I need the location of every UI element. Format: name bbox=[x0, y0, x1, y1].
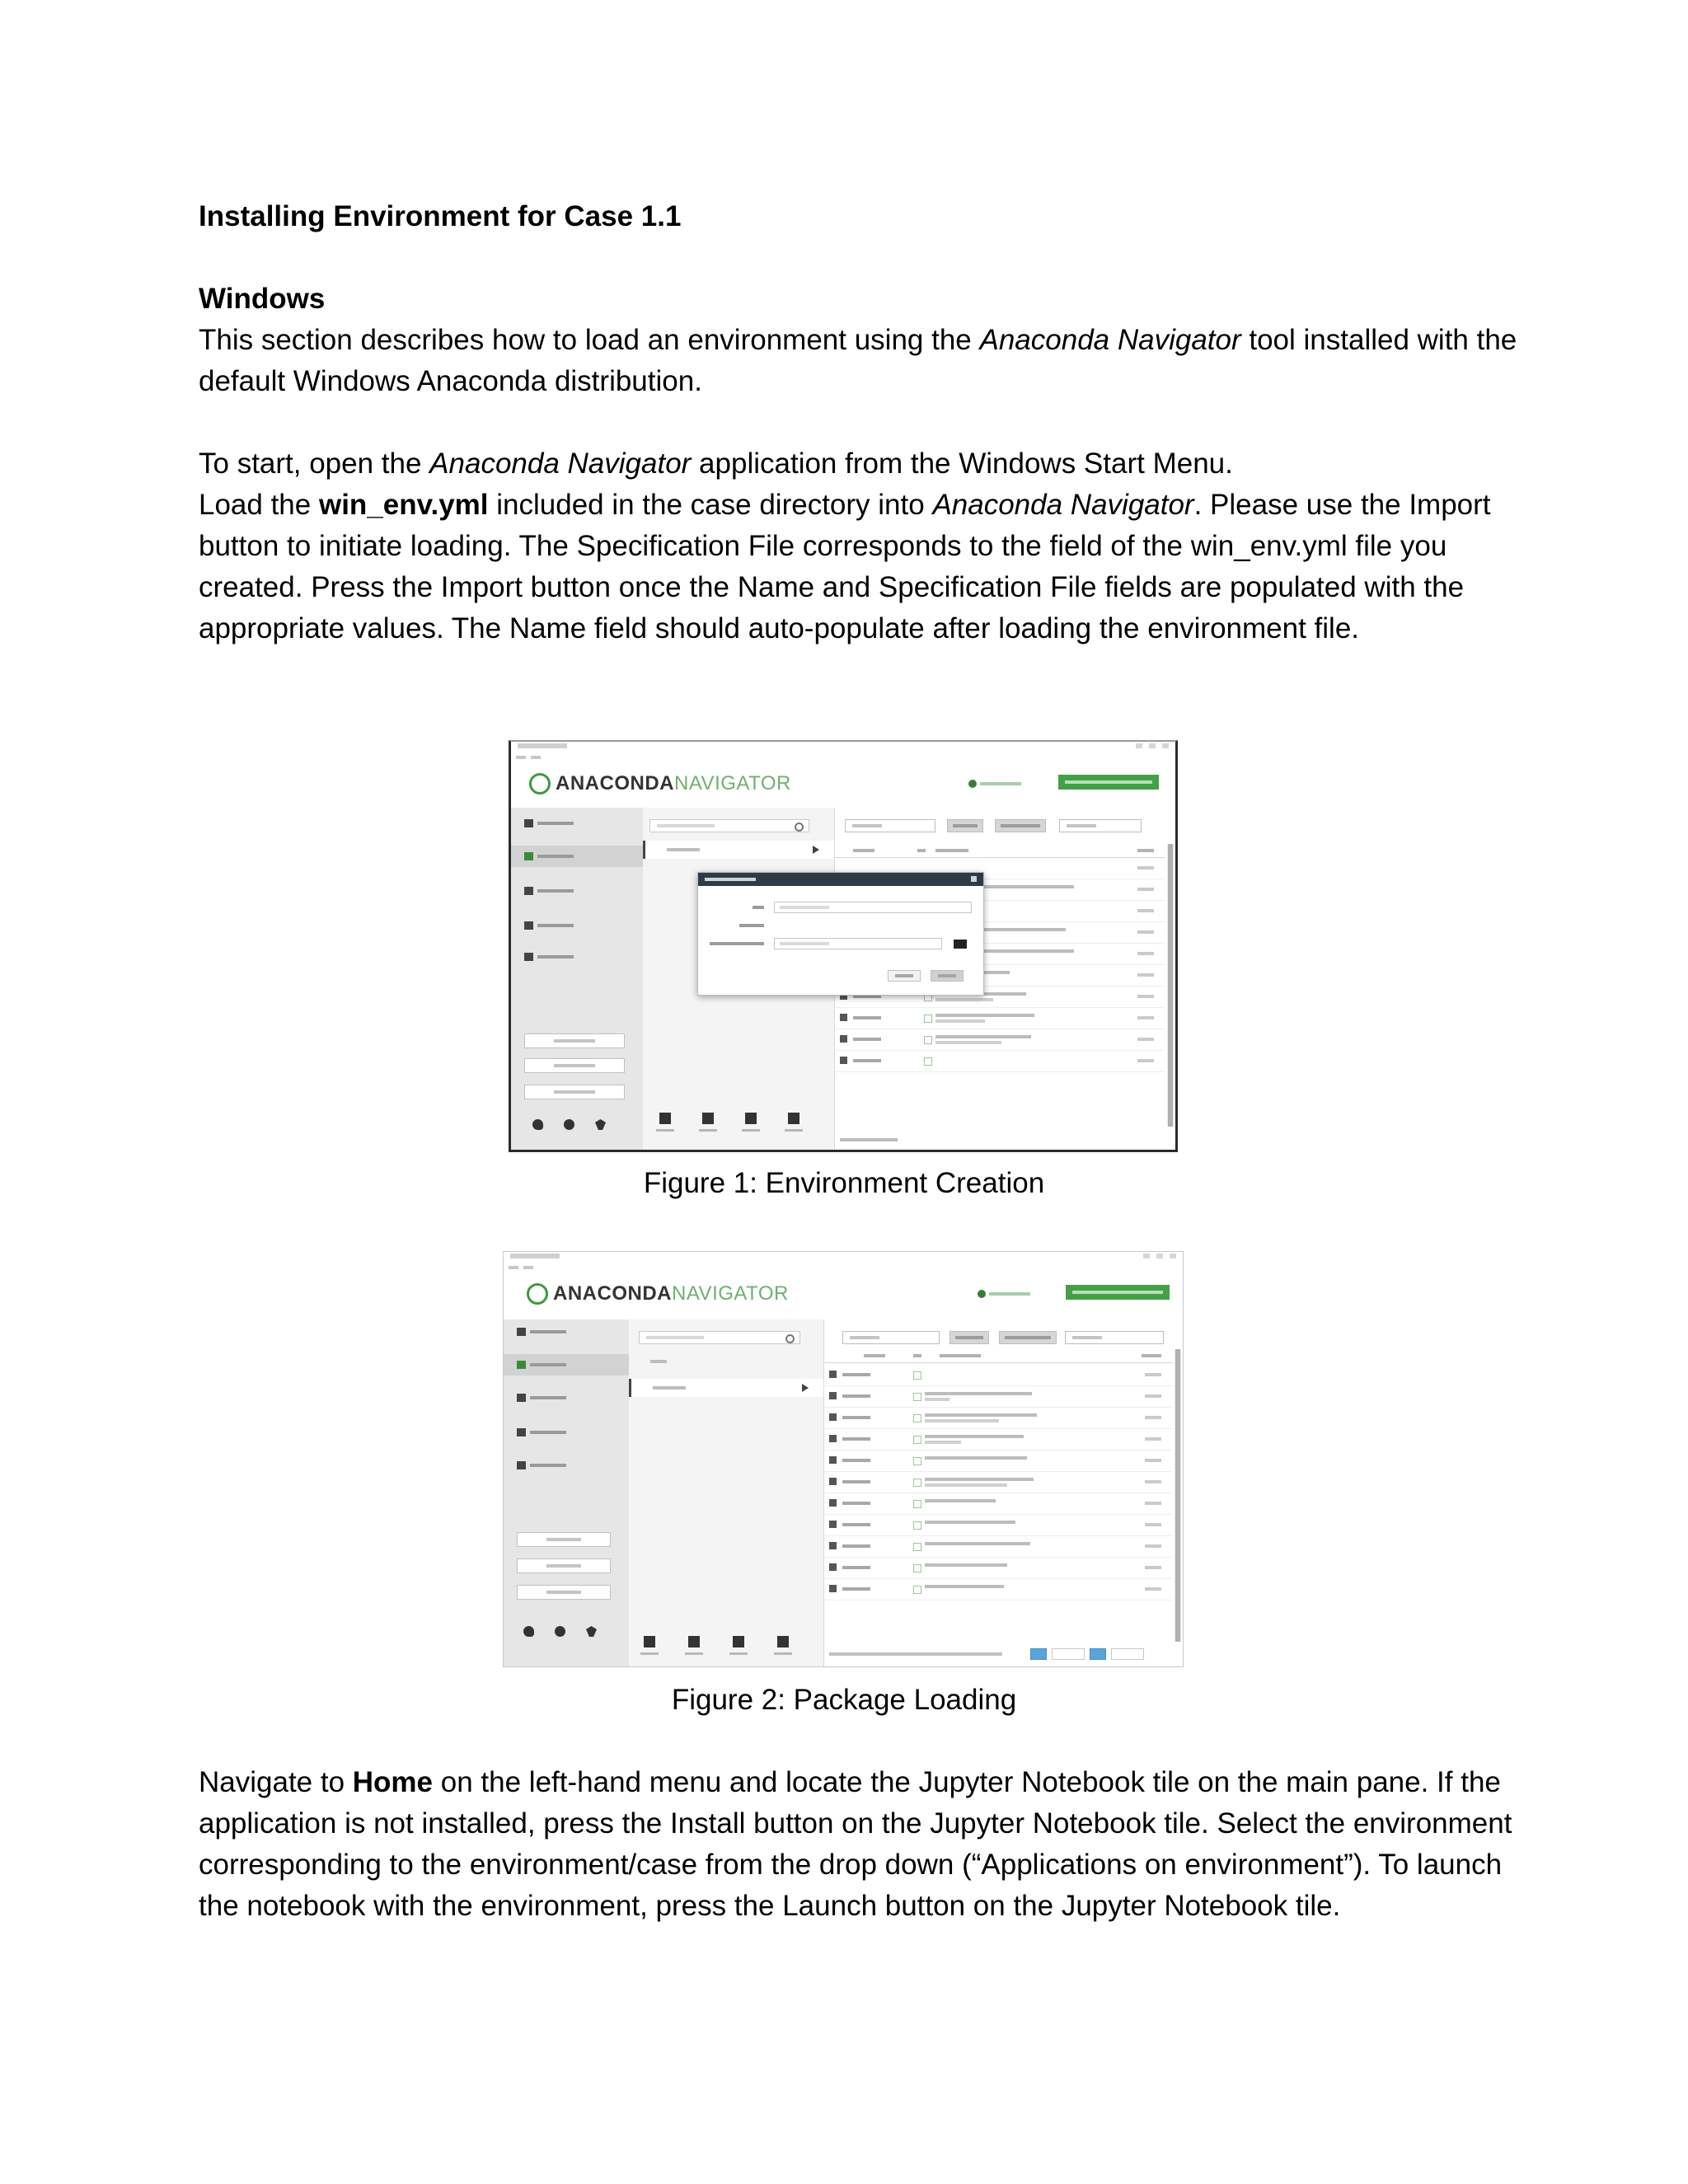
package-row bbox=[824, 1493, 1173, 1515]
package-row bbox=[824, 1557, 1173, 1579]
figure-1-caption: Figure 1: Environment Creation bbox=[643, 1167, 1045, 1199]
closing-text-end: on the left-hand menu and locate the Jupyter Notebook tile on the main pane. If the application is not installed, press the Install button on the Jupyter Notebook tile. Select the environment corresponding to the environment/case from the drop down (“Applications on environment”). To launch the notebook with the environment, press the Launch button on the Jupyter Notebook tile. bbox=[199, 1766, 1512, 1922]
dialog-import-button bbox=[931, 970, 964, 982]
window-menubar bbox=[504, 1262, 1183, 1273]
sidebar-item-projects bbox=[504, 1387, 629, 1408]
dialog-specification-file-field bbox=[774, 938, 942, 949]
figure-package-loading bbox=[503, 1251, 1184, 1667]
anaconda-logo-icon bbox=[527, 1283, 548, 1305]
update-index-button bbox=[999, 1331, 1057, 1344]
sidebar-item-community bbox=[504, 1455, 629, 1476]
env-clone-button bbox=[683, 1636, 705, 1655]
logo-text-light: NAVIGATOR bbox=[674, 772, 791, 794]
env-row-base bbox=[629, 1352, 823, 1371]
play-icon bbox=[813, 846, 819, 854]
sidebar-documentation-button bbox=[517, 1532, 611, 1547]
package-table-header bbox=[824, 1349, 1173, 1363]
sidebar-feedback-button bbox=[524, 1085, 625, 1099]
search-packages-input bbox=[1059, 819, 1142, 832]
dialog-titlebar bbox=[698, 873, 983, 886]
channels-button bbox=[947, 819, 983, 832]
steps-paragraph bbox=[199, 443, 1534, 649]
sidebar-item-environments bbox=[504, 1354, 629, 1376]
environments-pane bbox=[629, 1319, 823, 1666]
package-row bbox=[824, 1450, 1173, 1472]
github-icon bbox=[586, 1626, 597, 1637]
navigator-header bbox=[504, 1273, 1183, 1316]
dialog-cancel-button bbox=[888, 970, 921, 982]
step-open-text: To start, open the bbox=[199, 448, 430, 480]
window-titlebar bbox=[511, 742, 1175, 752]
env-remove-button bbox=[772, 1636, 794, 1655]
logo-text-bold: ANACONDA bbox=[553, 1282, 672, 1305]
window-titlebar bbox=[504, 1252, 1183, 1262]
sidebar-item-home bbox=[511, 813, 643, 834]
package-row bbox=[835, 1029, 1165, 1051]
window-menubar bbox=[511, 752, 1175, 763]
step-load-text-mid: included in the case directory into bbox=[488, 489, 933, 521]
sidebar-developer-blog-button bbox=[517, 1558, 611, 1573]
package-row bbox=[824, 1428, 1173, 1451]
intro-text-end: tool installed with the default Windows Anaconda distribution. bbox=[199, 324, 1517, 397]
play-icon bbox=[802, 1384, 809, 1392]
logo-text-light: NAVIGATOR bbox=[672, 1282, 789, 1305]
header-green-button bbox=[1066, 1285, 1170, 1300]
package-row bbox=[824, 1471, 1173, 1493]
github-icon bbox=[595, 1119, 606, 1130]
step-open-text-end: application from the Windows Start Menu. bbox=[691, 448, 1233, 480]
packages-scrollbar bbox=[1167, 844, 1174, 1127]
step-load-text: Load the bbox=[199, 489, 319, 521]
intro-paragraph bbox=[199, 320, 1534, 402]
anaconda-logo-icon bbox=[529, 773, 551, 794]
update-index-button bbox=[995, 819, 1046, 832]
youtube-icon bbox=[555, 1626, 565, 1637]
folder-icon bbox=[954, 940, 967, 949]
sidebar-item-learning bbox=[511, 915, 643, 936]
apply-button bbox=[1090, 1648, 1106, 1660]
package-filter-select bbox=[842, 1331, 940, 1344]
header-green-button bbox=[1058, 775, 1159, 790]
package-row bbox=[824, 1535, 1173, 1558]
step-load-filename: win_env.yml bbox=[318, 489, 489, 521]
section-heading-windows: Windows bbox=[199, 283, 326, 315]
package-row bbox=[835, 1050, 1165, 1072]
env-create-button bbox=[639, 1636, 660, 1655]
clear-button bbox=[1111, 1648, 1144, 1660]
env-row-base bbox=[643, 841, 834, 859]
step-load-text-end: . Please use the Import button to initiate loading. The Specification File corresponds to the field of the win_env.yml file you created. Press the Import button once the Name and Specification File fields are populated with the appropriate values. The Name field should auto-populate after loading the environment file. bbox=[199, 489, 1491, 644]
navigator-header bbox=[511, 763, 1175, 806]
sidebar-documentation-button bbox=[524, 1033, 625, 1048]
env-remove-button bbox=[783, 1113, 804, 1132]
channels-button bbox=[950, 1331, 989, 1344]
navigator-logo-text bbox=[553, 1283, 789, 1305]
search-packages-input bbox=[1065, 1331, 1164, 1344]
sidebar-item-community bbox=[511, 946, 643, 968]
intro-text: This section describes how to load an environment using the bbox=[199, 324, 980, 356]
close-icon bbox=[971, 876, 977, 882]
package-table-header bbox=[835, 844, 1165, 858]
step-load-app-name: Anaconda Navigator bbox=[932, 489, 1194, 521]
env-create-button bbox=[654, 1113, 676, 1132]
document-title: Installing Environment for Case 1.1 bbox=[199, 200, 682, 232]
env-clone-button bbox=[697, 1113, 719, 1132]
closing-home-label: Home bbox=[352, 1766, 434, 1798]
search-icon bbox=[785, 1334, 795, 1343]
figure-environment-creation bbox=[509, 740, 1178, 1152]
package-row bbox=[824, 1578, 1173, 1601]
sidebar-item-learning bbox=[504, 1422, 629, 1443]
packages-pane bbox=[823, 1319, 1183, 1666]
env-search-input bbox=[639, 1331, 800, 1344]
youtube-icon bbox=[564, 1119, 574, 1130]
packages-scrollbar bbox=[1175, 1349, 1181, 1642]
footer-blank-button bbox=[1052, 1648, 1085, 1660]
packages-selected-text bbox=[829, 1652, 1002, 1656]
package-row bbox=[835, 1007, 1165, 1029]
env-import-button bbox=[728, 1636, 749, 1655]
sidebar-item-environments bbox=[511, 846, 643, 867]
sidebar-developer-blog-button bbox=[524, 1058, 625, 1073]
package-filter-select bbox=[845, 819, 935, 832]
env-import-button bbox=[740, 1113, 762, 1132]
sidebar bbox=[504, 1319, 629, 1666]
packages-count-text bbox=[840, 1138, 898, 1141]
step-open-app-name: Anaconda Navigator bbox=[429, 448, 692, 480]
package-row bbox=[824, 1407, 1173, 1429]
twitter-icon bbox=[523, 1626, 534, 1637]
sidebar bbox=[511, 808, 643, 1150]
sidebar-item-projects bbox=[511, 880, 643, 902]
intro-app-name: Anaconda Navigator bbox=[979, 324, 1241, 356]
package-row bbox=[824, 1364, 1173, 1386]
dialog-name-field bbox=[774, 902, 972, 913]
closing-text: Navigate to bbox=[199, 1766, 353, 1798]
package-row bbox=[824, 1385, 1173, 1408]
package-row bbox=[824, 1514, 1173, 1536]
apply-toggle-button bbox=[1030, 1648, 1047, 1660]
twitter-icon bbox=[532, 1119, 543, 1130]
sidebar-item-home bbox=[504, 1321, 629, 1343]
search-icon bbox=[795, 823, 804, 832]
env-row-selected bbox=[629, 1379, 823, 1397]
figure-2-caption: Figure 2: Package Loading bbox=[671, 1684, 1017, 1716]
import-environment-dialog bbox=[697, 872, 984, 996]
logo-text-bold: ANACONDA bbox=[556, 772, 674, 794]
sidebar-feedback-button bbox=[517, 1585, 611, 1600]
closing-paragraph bbox=[199, 1762, 1534, 1927]
navigator-logo-text bbox=[556, 773, 791, 794]
env-search-input bbox=[649, 819, 809, 832]
